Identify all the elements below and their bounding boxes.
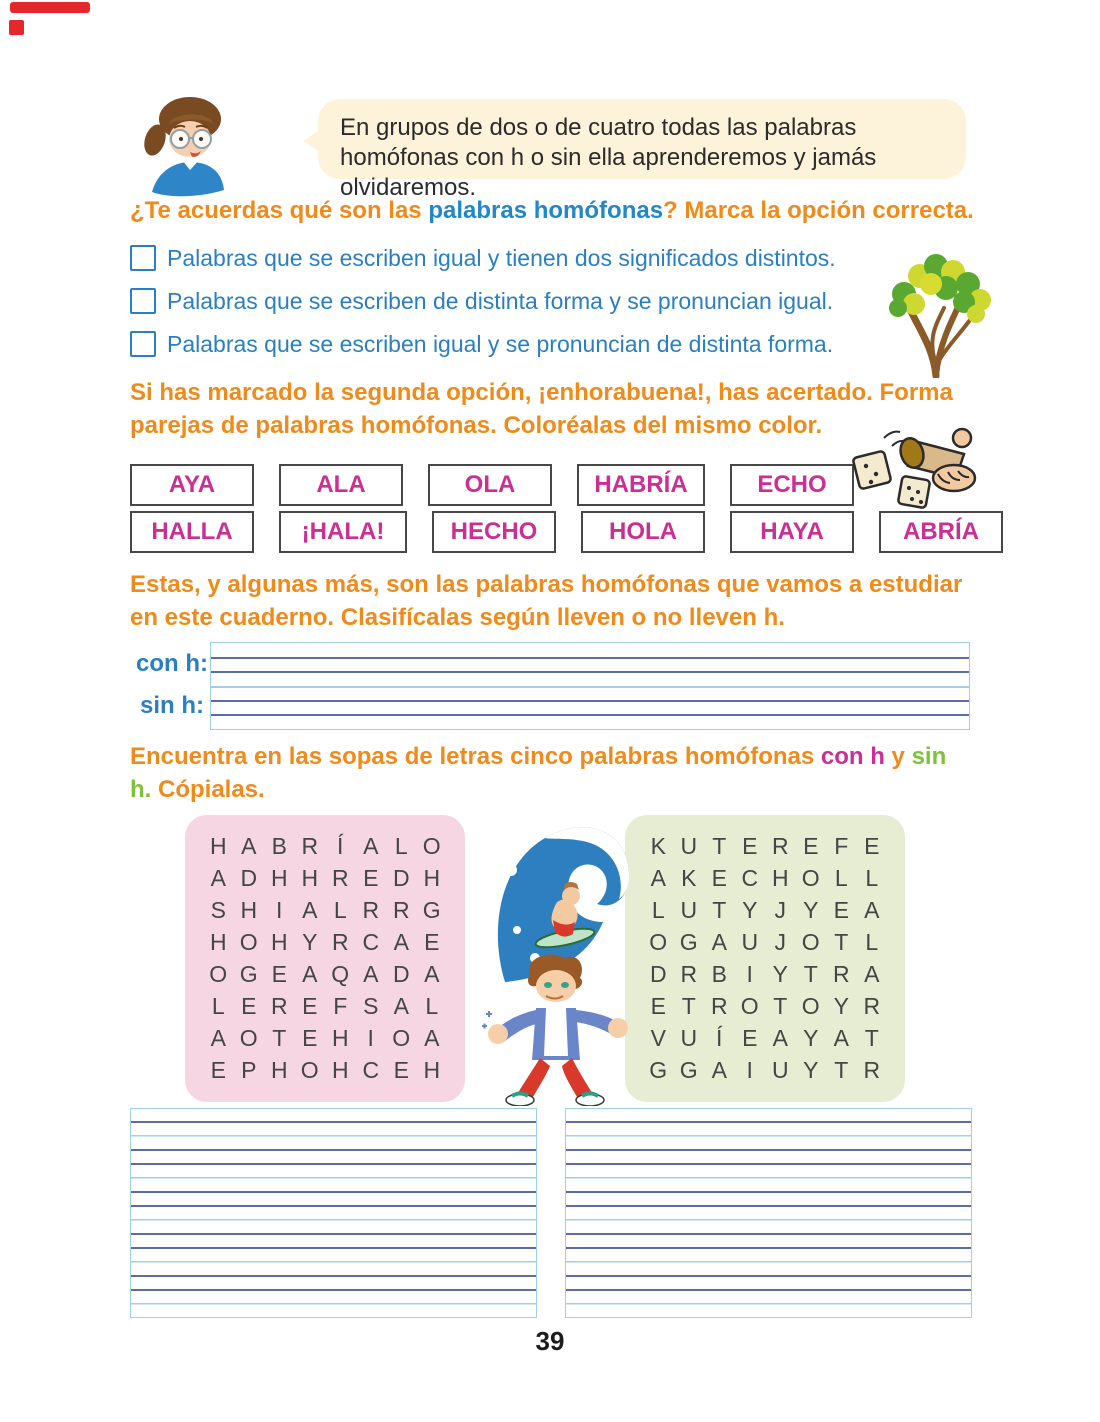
grid-letter: O: [740, 992, 759, 1019]
grid-letter: D: [240, 865, 258, 892]
grid-letter: H: [331, 1056, 349, 1083]
grid-letter: U: [680, 1024, 698, 1051]
speech-bubble-tail: [303, 129, 321, 153]
teacher-avatar: [138, 92, 238, 197]
grid-letter: L: [394, 833, 408, 860]
grid-letter: A: [711, 1056, 727, 1083]
grid-letter: A: [711, 929, 727, 956]
option-label: Palabras que se escriben de distinta forma y se pronuncian igual.: [167, 287, 834, 314]
classify-writing-area[interactable]: [210, 642, 970, 730]
grid-letter: O: [649, 929, 668, 956]
copy-writing-area-right[interactable]: [565, 1108, 972, 1318]
grid-letter: T: [272, 1024, 287, 1051]
option-row: [130, 286, 833, 316]
grid-letter: A: [363, 960, 379, 987]
homophone-word-box[interactable]: HECHO: [432, 511, 556, 553]
grid-letter: U: [741, 929, 759, 956]
grid-letter: T: [834, 1056, 849, 1083]
grid-letter: E: [833, 897, 849, 924]
grid-letter: Í: [337, 833, 344, 860]
grid-letter: U: [771, 1056, 789, 1083]
grid-letter: B: [271, 833, 287, 860]
page-corner-red-square: [9, 20, 24, 35]
grid-letter: R: [392, 897, 410, 924]
grid-letter: R: [863, 992, 881, 1019]
homophone-word-box[interactable]: ¡HALA!: [279, 511, 407, 553]
wordsearch-grid-con-h: [185, 815, 465, 1102]
grid-letter: Y: [772, 960, 788, 987]
tree-illustration: [876, 246, 1002, 378]
grid-letter: E: [742, 833, 758, 860]
question-prefix: ¿Te acuerdas qué son las: [130, 197, 429, 224]
grid-letter: R: [301, 833, 319, 860]
grid-letter: L: [865, 865, 879, 892]
grid-letter: O: [801, 865, 820, 892]
grid-letter: E: [742, 1024, 758, 1051]
grid-letter: O: [801, 992, 820, 1019]
option-row: [130, 243, 836, 273]
grid-letter: A: [393, 929, 409, 956]
grid-letter: O: [422, 833, 441, 860]
grid-letter: R: [832, 960, 850, 987]
grid-letter: R: [331, 929, 349, 956]
grid-letter: R: [710, 992, 728, 1019]
grid-letter: T: [681, 992, 696, 1019]
grid-letter: K: [650, 833, 666, 860]
grid-letter: H: [423, 1056, 441, 1083]
grid-letter: R: [863, 1056, 881, 1083]
grid-letter: Y: [833, 992, 849, 1019]
homophone-word-box[interactable]: AYA: [130, 464, 254, 506]
label-con-h: con h:: [133, 648, 211, 680]
grid-letter: A: [864, 960, 880, 987]
grid-letter: R: [270, 992, 288, 1019]
option-label: Palabras que se escriben igual y tienen dos significados distintos.: [167, 244, 836, 271]
grid-letter: H: [331, 1024, 349, 1051]
homophone-word-box[interactable]: HAYA: [730, 511, 854, 553]
option-checkbox[interactable]: [130, 245, 156, 271]
question-suffix: ? Marca la opción correcta.: [663, 197, 974, 224]
grid-letter: L: [865, 929, 879, 956]
grid-letter: F: [333, 992, 348, 1019]
grid-letter: A: [302, 960, 318, 987]
grid-letter: U: [680, 897, 698, 924]
grid-letter: A: [210, 1024, 226, 1051]
grid-letter: H: [270, 865, 288, 892]
instruction-classify: Estas, y algunas más, son las palabras homófonas que vamos a estudiar en este cuaderno. Clasifícalas según lleven o no lleven h.: [130, 571, 963, 631]
grid-letter: A: [363, 833, 379, 860]
grid-letter: S: [363, 992, 379, 1019]
option-label: Palabras que se escriben igual y se pronuncian de distinta forma.: [167, 330, 834, 357]
grid-letter: Q: [331, 960, 350, 987]
grid-letter: H: [270, 929, 288, 956]
grid-letter: R: [680, 960, 698, 987]
grid-letter: E: [302, 1024, 318, 1051]
option-checkbox[interactable]: [130, 331, 156, 357]
grid-letter: E: [711, 865, 727, 892]
homophone-word-box[interactable]: HALLA: [130, 511, 254, 553]
copy-writing-area-left[interactable]: [130, 1108, 537, 1318]
speech-bubble-text: En grupos de dos o de cuatro todas las palabras homófonas con h o sin ella aprenderemos y jamás olvidaremos.: [340, 114, 877, 201]
grid-letter: H: [270, 1056, 288, 1083]
grid-letter: F: [834, 833, 849, 860]
grid-letter: H: [301, 865, 319, 892]
grid-letter: L: [651, 897, 665, 924]
grid-letter: D: [392, 865, 410, 892]
grid-letter: Y: [803, 1056, 819, 1083]
grid-letter: Y: [742, 897, 758, 924]
grid-letter: O: [239, 1024, 258, 1051]
grid-letter: J: [774, 897, 786, 924]
grid-letter: H: [423, 865, 441, 892]
grid-letter: H: [240, 897, 258, 924]
grid-letter: E: [393, 1056, 409, 1083]
grid-letter: C: [362, 929, 380, 956]
instruction-pairs: Si has marcado la segunda opción, ¡enhorabuena!, has acertado. Forma parejas de palabras homófonas. Coloréalas del mismo color.: [130, 379, 953, 439]
word-boxes-row1: [130, 464, 854, 506]
page-corner-red-bar: [10, 2, 90, 13]
grid-letter: E: [650, 992, 666, 1019]
grid-letter: A: [772, 1024, 788, 1051]
instruction-wordsearch: Encuentra en las sopas de letras cinco palabras homófonas con h y sin h. Cópialas.: [130, 743, 947, 803]
homophone-word-box[interactable]: OLA: [428, 464, 552, 506]
grid-letter: G: [422, 897, 441, 924]
grid-letter: G: [649, 1056, 668, 1083]
grid-letter: Í: [716, 1024, 723, 1051]
grid-letter: A: [241, 833, 257, 860]
grid-letter: R: [771, 833, 789, 860]
grid-letter: A: [833, 1024, 849, 1051]
grid-letter: R: [331, 865, 349, 892]
grid-letter: E: [424, 929, 440, 956]
grid-letter: I: [746, 960, 753, 987]
wordsearch-grid-sin-h: [625, 815, 905, 1102]
grid-letter: Y: [803, 897, 819, 924]
grid-letter: O: [209, 960, 228, 987]
grid-letter: L: [211, 992, 225, 1019]
grid-letter: T: [864, 1024, 879, 1051]
grid-letter: A: [424, 960, 440, 987]
question-highlight: palabras homófonas: [428, 197, 664, 224]
grid-letter: O: [801, 929, 820, 956]
grid-letter: S: [210, 897, 226, 924]
grid-letter: L: [425, 992, 439, 1019]
grid-letter: D: [392, 960, 410, 987]
grid-letter: Y: [302, 929, 318, 956]
grid-letter: H: [209, 833, 227, 860]
grid-letter: E: [864, 833, 880, 860]
page-number: 39: [535, 1326, 565, 1356]
grid-letter: B: [711, 960, 727, 987]
homophone-word-box[interactable]: HOLA: [581, 511, 705, 553]
grid-letter: H: [209, 929, 227, 956]
grid-letter: E: [210, 1056, 226, 1083]
grid-letter: T: [803, 960, 818, 987]
grid-letter: E: [363, 865, 379, 892]
grid-letter: V: [650, 1024, 666, 1051]
grid-letter: J: [774, 929, 786, 956]
homophone-word-box[interactable]: ECHO: [730, 464, 854, 506]
grid-letter: K: [681, 865, 697, 892]
grid-letter: E: [803, 833, 819, 860]
grid-letter: H: [771, 865, 789, 892]
grid-letter: E: [302, 992, 318, 1019]
grid-letter: A: [650, 865, 666, 892]
grid-letter: U: [680, 833, 698, 860]
grid-letter: T: [712, 897, 727, 924]
grid-letter: C: [362, 1056, 380, 1083]
grid-letter: R: [362, 897, 380, 924]
grid-letter: E: [241, 992, 257, 1019]
grid-letter: O: [392, 1024, 411, 1051]
grid-letter: T: [773, 992, 788, 1019]
grid-letter: G: [679, 929, 698, 956]
label-sin-h: sin h:: [133, 690, 211, 722]
grid-letter: I: [746, 1056, 753, 1083]
grid-letter: L: [834, 865, 848, 892]
grid-letter: I: [276, 897, 283, 924]
grid-letter: C: [741, 865, 759, 892]
grid-letter: A: [302, 897, 318, 924]
grid-letter: A: [210, 865, 226, 892]
grid-letter: D: [649, 960, 667, 987]
grid-letter: E: [271, 960, 287, 987]
question-heading: [130, 197, 990, 225]
homophone-word-box[interactable]: ABRÍA: [879, 511, 1003, 553]
grid-letter: A: [424, 1024, 440, 1051]
grid-letter: Y: [803, 1024, 819, 1051]
grid-letter: P: [241, 1056, 257, 1083]
grid-letter: L: [333, 897, 347, 924]
grid-letter: O: [239, 929, 258, 956]
option-checkbox[interactable]: [130, 288, 156, 314]
speech-bubble: [318, 99, 966, 201]
option-row: [130, 329, 833, 359]
grid-letter: T: [712, 833, 727, 860]
waving-boy-illustration: [478, 948, 630, 1106]
grid-letter: T: [834, 929, 849, 956]
grid-letter: G: [239, 960, 258, 987]
grid-letter: O: [300, 1056, 319, 1083]
grid-letter: A: [393, 992, 409, 1019]
dice-cup-illustration: [842, 416, 987, 518]
grid-letter: G: [679, 1056, 698, 1083]
grid-letter: I: [367, 1024, 374, 1051]
homophone-word-box[interactable]: HABRÍA: [577, 464, 705, 506]
grid-letter: A: [864, 897, 880, 924]
homophone-word-box[interactable]: ALA: [279, 464, 403, 506]
